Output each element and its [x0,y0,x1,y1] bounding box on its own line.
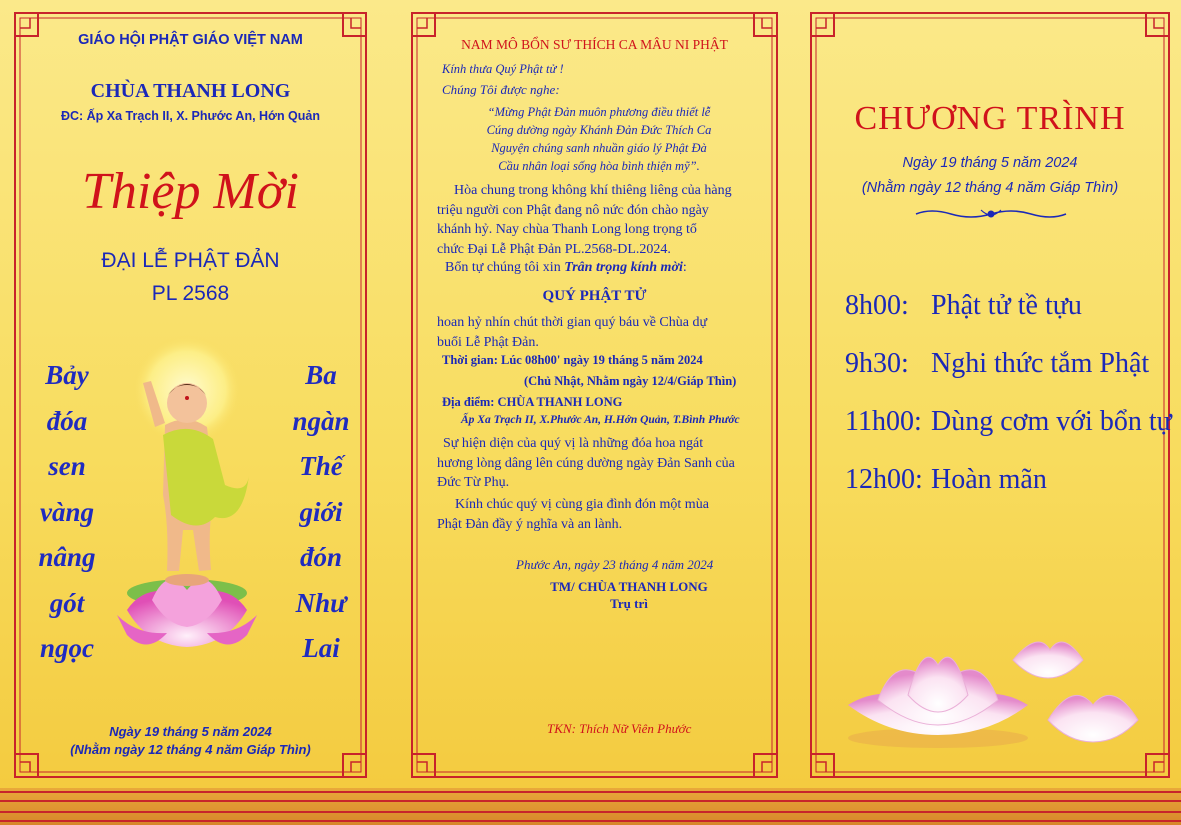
baby-buddha-illustration [107,335,277,665]
schedule-time: 8h00: [845,290,909,321]
program-lunar-date: (Nhằm ngày 12 tháng 4 năm Giáp Thìn) [861,180,1119,196]
event-weekday: (Chủ Nhật, Nhằm ngày 12/4/Giáp Thìn) [524,374,737,388]
verse-word: đóa [46,405,88,436]
verse-word: nâng [38,542,96,572]
event-name: ĐẠI LỄ PHẬT ĐẢN [101,249,280,272]
cover-date: Ngày 19 tháng 5 năm 2024 [109,724,272,739]
poem-line: Cầu nhân loại sống hòa bình thiện mỹ”. [498,159,700,173]
poem-line: Cúng dường ngày Khánh Đản Đức Thích Ca [486,123,712,137]
event-pl: PL 2568 [151,282,230,305]
signature-role: Trụ trì [610,596,648,611]
schedule-time: 12h00: [845,464,923,495]
temple-name: CHÙA THANH LONG [90,80,291,102]
paragraph-line: Đức Từ Phụ. [437,475,510,490]
ornament-divider [911,206,1071,222]
band-line [0,811,1181,813]
paragraph-line: khánh hỷ. Nay chùa Thanh Long long trọng tổ [437,222,697,237]
cover-panel [12,10,369,780]
verse-word: ngàn [292,405,350,436]
invitation-line [445,260,687,276]
poem-line: “Mừng Phật Đản muôn phương điều thiết lễ [487,105,711,119]
paragraph-line: Sự hiện diện của quý vị là những đóa hoa ngát [443,436,704,451]
verse-left [32,353,102,672]
paragraph-line: Kính chúc quý vị cùng gia đình đón một mùa [455,497,709,512]
cover-lunar-date: (Nhằm ngày 12 tháng 4 năm Giáp Thìn) [70,742,311,757]
hearing-intro: Chúng Tôi được nghe: [442,82,560,97]
event-address: Ấp Xa Trạch II, X.Phước An, H.Hớn Quản, T.Bình Phước [461,414,740,426]
verse-word: giới [299,496,343,527]
event-time: Thời gian: Lúc 08h00' ngày 19 tháng 5 năm 2024 [442,353,703,367]
invitation-prefix: Bổn tự chúng tôi xin [445,260,565,275]
band-line [0,791,1181,793]
paragraph-line: Phật Đản đầy ý nghĩa và an lành. [437,516,623,532]
paragraph-line: chức Đại Lễ Phật Đản PL.2568-DL.2024. [437,241,671,257]
designer-credit: TKN: Thích Nữ Viên Phước [547,721,692,736]
program-date: Ngày 19 tháng 5 năm 2024 [902,155,1078,171]
signature-org: TM/ CHÙA THANH LONG [550,579,708,594]
lotus-flowers-illustration [838,620,1148,770]
verse-word: Bảy [45,360,89,390]
paragraph-line: triệu người con Phật đang nô nức đón chào ngày [437,202,709,218]
verse-word: Thế [299,451,343,481]
guest-title: QUÝ PHẬT TỬ [542,288,647,304]
program-panel [808,10,1172,780]
signature-date: Phước An, ngày 23 tháng 4 năm 2024 [516,557,714,572]
schedule-event: Dùng cơm với bổn tự [931,406,1172,437]
verse-word: gót [49,587,85,618]
paragraph-4 [437,495,709,534]
verse-word: ngọc [40,633,94,663]
paragraph-1 [437,181,732,259]
letter-header: NAM MÔ BỔN SƯ THÍCH CA MÂU NI PHẬT [461,37,728,52]
verse-word: Ba [305,360,337,390]
verse-word: vàng [40,496,94,527]
invitation-title: Thiệp Mời [82,163,299,220]
invitation-emphasis: Trân trọng kính mời [564,260,683,275]
poem [439,103,759,175]
verse-right [286,353,356,672]
schedule-event: Hoàn mãn [931,464,1047,495]
paragraph-3 [437,434,735,493]
verse-word: Như [295,587,347,618]
poem-line: Nguyện chúng sanh nhuần giáo lý Phật Đà [491,141,707,155]
bottom-border-band [0,788,1181,825]
paragraph-line: buổi Lễ Phật Đản. [437,334,539,350]
paragraph-line: hương lòng dâng lên cúng dường ngày Đản Sanh của [437,455,735,471]
schedule-time: 9h30: [845,348,909,379]
verse-word: Lai [302,633,340,663]
paragraph-line: hoan hỷ nhín chút thời gian quý báu về Chùa dự [437,315,708,330]
paragraph-line: Hòa chung trong không khí thiêng liêng của hàng [454,183,732,198]
temple-address: ĐC: Ấp Xa Trạch II, X. Phước An, Hớn Quản [60,109,321,123]
schedule-event: Phật tử tề tựu [931,290,1082,321]
band-line [0,820,1181,822]
org-name: GIÁO HỘI PHẬT GIÁO VIỆT NAM [78,32,303,48]
verse-word: đón [299,542,343,572]
greeting: Kính thưa Quý Phật tử ! [442,62,564,76]
event-place: Địa điểm: CHÙA THANH LONG [442,395,623,409]
paragraph-2 [437,313,707,352]
invitation-suffix: : [682,260,687,275]
schedule-time: 11h00: [845,406,922,437]
schedule-event: Nghi thức tắm Phật [931,348,1150,379]
program-title: CHƯƠNG TRÌNH [854,100,1126,137]
band-line [0,800,1181,802]
letter-panel [409,10,780,780]
verse-word: sen [48,451,86,481]
